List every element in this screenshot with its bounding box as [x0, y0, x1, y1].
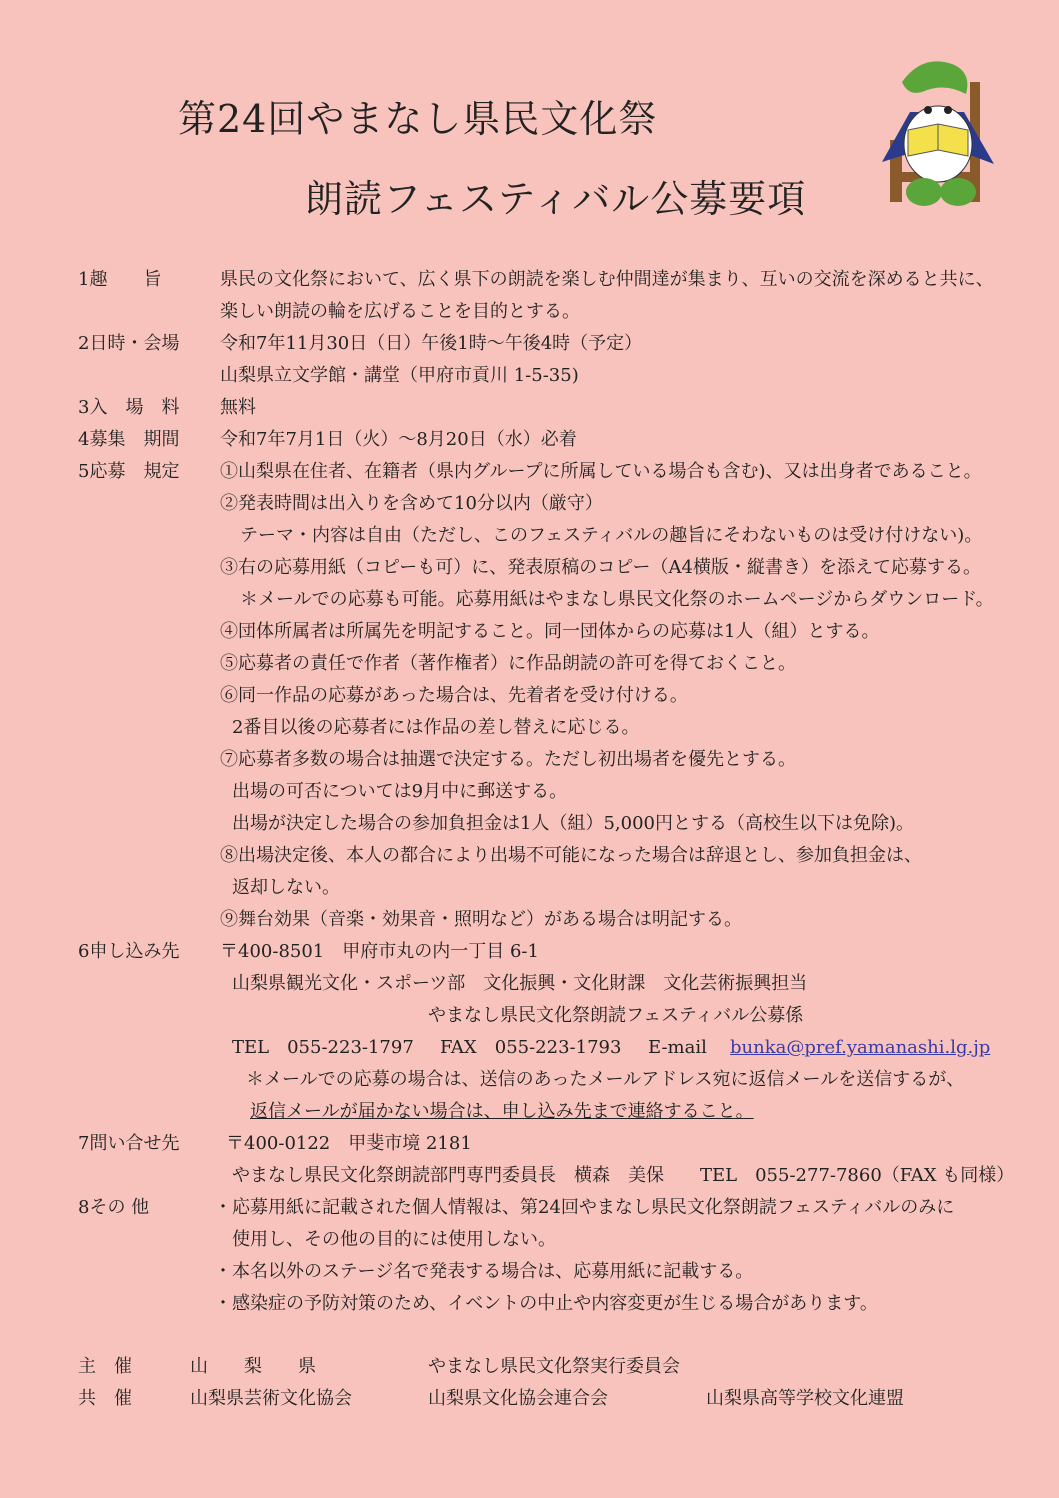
rule-8: ⑧出場決定後、本人の都合により出場不可能になった場合は辞退とし、参加負担金は、	[220, 845, 922, 866]
label-datetime: 2日時・会場	[78, 333, 180, 354]
section-period	[0, 426, 1059, 454]
section-fee	[0, 394, 1059, 422]
title-line1: 第24回やまなし県民文化祭	[178, 97, 658, 141]
cohost-1: 山梨県芸術文化協会	[190, 1388, 352, 1409]
rule-9: ⑨舞台効果（音楽・効果音・照明など）がある場合は明記する。	[220, 909, 742, 930]
label-fee: 3入 場 料	[78, 397, 180, 418]
section-other	[0, 1194, 1059, 1222]
rule-7-note2: 出場が決定した場合の参加負担金は1人（組）5,000円とする（高校生以下は免除)。	[232, 813, 915, 834]
label-rules: 5応募 規定	[78, 461, 180, 482]
apply-office: やまなし県民文化祭朗読フェスティバル公募係	[428, 1005, 804, 1026]
rule-5: ⑤応募者の責任で作者（著作権者）に作品朗読の許可を得ておくこと。	[220, 653, 796, 674]
rule-2: ②発表時間は出入りを含めて10分以内（厳守）	[220, 493, 603, 514]
venue-line: 山梨県立文学館・講堂（甲府市貢川 1-5-35)	[220, 365, 579, 386]
section-inquiry	[0, 1130, 1059, 1158]
rule-3: ③右の応募用紙（コピーも可）に、発表原稿のコピー（A4横版・縦書き）を添えて応募する。	[220, 557, 982, 578]
purpose-line2: 楽しい朗読の輪を広げることを目的とする。	[220, 301, 580, 322]
other-item-2: ・本名以外のステージ名で発表する場合は、応募用紙に記載する。	[214, 1261, 754, 1282]
host-label: 主 催	[78, 1356, 132, 1377]
rule-1: ①山梨県在住者、在籍者（県内グループに所属している場合も含む)、又は出身者であること。	[220, 461, 982, 482]
inquiry-address: 〒400-0122 甲斐市境 2181	[226, 1133, 472, 1154]
label-period: 4募集 期間	[78, 429, 180, 450]
cohost-2: 山梨県文化協会連合会	[428, 1388, 608, 1409]
period-value: 令和7年7月1日（火）～8月20日（水）必着	[220, 429, 577, 450]
section-apply	[0, 938, 1059, 966]
label-inquiry: 7問い合せ先	[78, 1133, 180, 1154]
apply-email-label: E-mail	[648, 1037, 707, 1058]
rule-8-note: 返却しない。	[232, 877, 340, 898]
rule-7-note1: 出場の可否については9月中に郵送する。	[232, 781, 568, 802]
host-1: 山 梨 県	[190, 1356, 316, 1377]
apply-email-link[interactable]: bunka@pref.yamanashi.lg.jp	[730, 1037, 991, 1058]
other-item-3: ・感染症の予防対策のため、イベントの中止や内容変更が生じる場合があります。	[214, 1293, 878, 1314]
purpose-line1: 県民の文化祭において、広く県下の朗読を楽しむ仲間達が集まり、互いの交流を深めると共に、	[220, 269, 994, 290]
host-2: やまなし県民文化祭実行委員会	[428, 1356, 680, 1377]
host-row	[0, 1353, 1059, 1381]
apply-note2: 返信メールが届かない場合は、申し込み先まで連絡すること。	[250, 1101, 754, 1122]
section-datetime	[0, 330, 1059, 358]
apply-fax: FAX 055-223-1793	[440, 1037, 622, 1058]
rule-6: ⑥同一作品の応募があった場合は、先着者を受け付ける。	[220, 685, 688, 706]
title-line2: 朗読フェスティバル公募要項	[305, 177, 807, 221]
label-apply: 6申し込み先	[78, 941, 180, 962]
label-purpose: 1趣 旨	[78, 269, 162, 290]
section-rules	[0, 458, 1059, 486]
rule-6-note: 2番目以後の応募者には作品の差し替えに応じる。	[232, 717, 640, 738]
other-item-1-cont: 使用し、その他の目的には使用しない。	[232, 1229, 556, 1250]
inquiry-contact: やまなし県民文化祭朗読部門専門委員長 横森 美保 TEL 055-277-7860（FAX も同様）	[232, 1165, 1015, 1186]
reading-mascot-icon	[862, 52, 1012, 212]
rule-4: ④団体所属者は所属先を明記すること。同一団体からの応募は1人（組）とする。	[220, 621, 880, 642]
cohost-3: 山梨県高等学校文化連盟	[706, 1388, 904, 1409]
apply-department: 山梨県観光文化・スポーツ部 文化振興・文化財課 文化芸術振興担当	[232, 973, 808, 994]
datetime-line: 令和7年11月30日（日）午後1時～午後4時（予定）	[220, 333, 643, 354]
rule-3-note: ＊メールでの応募も可能。応募用紙はやまなし県民文化祭のホームページからダウンロード。	[240, 589, 994, 610]
fee-value: 無料	[220, 397, 256, 418]
other-item-1: ・応募用紙に記載された個人情報は、第24回やまなし県民文化祭朗読フェスティバルのみに	[214, 1197, 955, 1218]
cohost-label: 共 催	[78, 1388, 132, 1409]
apply-note1: ＊メールでの応募の場合は、送信のあったメールアドレス宛に返信メールを送信するが、	[246, 1069, 965, 1090]
apply-address: 〒400-8501 甲府市丸の内一丁目 6-1	[220, 941, 539, 962]
cohost-row	[0, 1385, 1059, 1413]
apply-tel: TEL 055-223-1797	[232, 1037, 414, 1058]
rule-2-note: テーマ・内容は自由（ただし、このフェスティバルの趣旨にそわないものは受け付けない)。	[240, 525, 983, 546]
rule-7: ⑦応募者多数の場合は抽選で決定する。ただし初出場者を優先とする。	[220, 749, 796, 770]
section-purpose	[0, 266, 1059, 294]
label-other: 8その 他	[78, 1197, 150, 1218]
